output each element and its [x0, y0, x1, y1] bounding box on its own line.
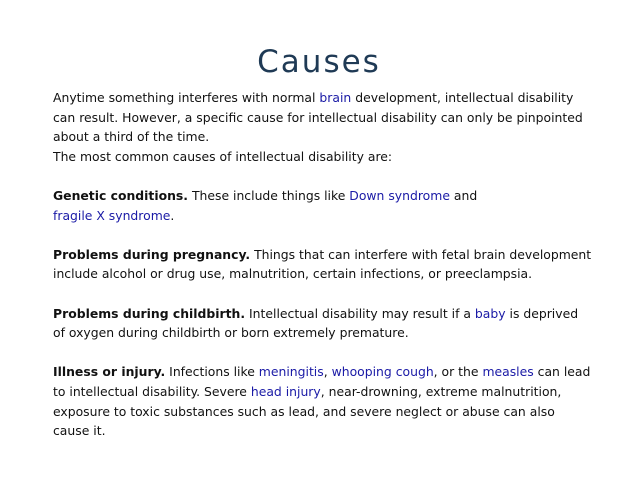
genetic-text-2: and: [449, 187, 478, 203]
measles-link[interactable]: measles: [482, 364, 534, 380]
down-syndrome-link[interactable]: Down syndrome: [349, 187, 450, 203]
childbirth-text-2: is deprived of oxygen during childbirth or born extremely premature.: [53, 305, 579, 341]
meningitis-link[interactable]: meningitis: [258, 364, 324, 380]
childbirth-text-1: Intellectual disability may result if a: [245, 305, 475, 321]
intro-text-1: Anytime something interferes with normal: [53, 90, 320, 105]
spacer: [53, 166, 593, 186]
brain-link[interactable]: brain: [319, 90, 352, 105]
illness-text-3: , or the: [433, 364, 483, 380]
spacer: [53, 343, 593, 363]
genetic-text-3: .: [170, 207, 175, 223]
baby-link[interactable]: baby: [474, 305, 506, 321]
slide-title: Causes: [257, 44, 381, 80]
genetic-heading: Genetic conditions.: [53, 187, 189, 203]
pregnancy-paragraph: [53, 245, 593, 284]
illness-text-2: ,: [323, 364, 332, 380]
illness-text-5: , near-drowning, extreme malnutrition, exposure to toxic substances such as lead, and severe neglect or abuse can also cause it.: [53, 383, 562, 439]
illness-text-1: Infections like: [165, 364, 259, 380]
spacer: [53, 284, 593, 304]
slide-content: [53, 88, 593, 441]
intro-paragraph: [53, 88, 593, 166]
head-injury-link[interactable]: head injury: [250, 383, 321, 399]
intro-text-3: The most common causes of intellectual disability are:: [53, 148, 393, 164]
illness-paragraph: [53, 362, 593, 440]
whooping-cough-link[interactable]: whooping cough: [331, 364, 434, 380]
intro-text-2: development, intellectual disability can result. However, a specific cause for intellectual disability can only be pinpointed about a third of the time.: [53, 90, 583, 145]
childbirth-paragraph: [53, 304, 593, 343]
genetic-text-1: These include things like: [188, 187, 350, 203]
illness-heading: Illness or injury.: [53, 364, 166, 380]
genetic-paragraph: [53, 186, 593, 225]
illness-text-4: can lead to intellectual disability. Severe: [53, 364, 591, 399]
pregnancy-text: Things that can interfere with fetal brain development include alcohol or drug use, malnutrition, certain infections, or preeclampsia.: [53, 246, 592, 282]
childbirth-heading: Problems during childbirth.: [53, 305, 246, 321]
pregnancy-heading: Problems during pregnancy.: [53, 246, 251, 262]
spacer: [53, 225, 593, 245]
fragile-x-link[interactable]: fragile X syndrome: [53, 207, 171, 223]
